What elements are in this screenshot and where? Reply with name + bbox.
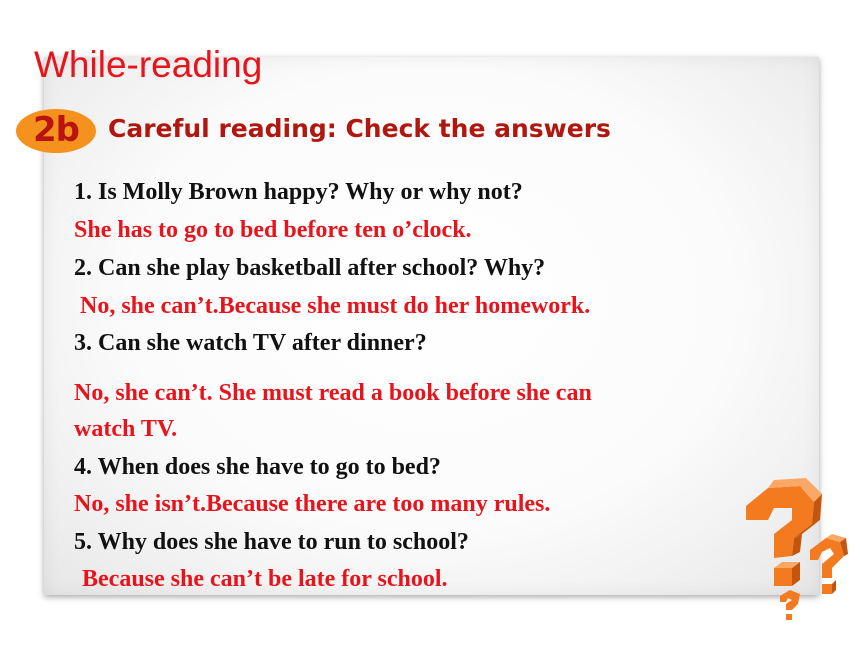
slide-title: While-reading — [34, 44, 263, 85]
section-badge — [16, 109, 96, 153]
answer-1: She has to go to bed before ten o’clock. — [74, 217, 472, 243]
question-4: 4. When does she have to go to bed? — [74, 454, 441, 480]
question-marks-icon — [740, 476, 850, 626]
question-3: 3. Can she watch TV after dinner? — [74, 330, 427, 356]
question-5: 5. Why does she have to run to school? — [74, 529, 469, 555]
answer-5: Because she can’t be late for school. — [82, 566, 448, 592]
section-subtitle: Careful reading: Check the answers — [108, 114, 611, 143]
answer-3-line-2: watch TV. — [74, 416, 178, 442]
answer-2: No, she can’t.Because she must do her homework. — [80, 293, 591, 319]
answer-3-line-1: No, she can’t. She must read a book before she can — [74, 380, 592, 406]
question-2: 2. Can she play basketball after school? Why? — [74, 255, 546, 281]
answer-4: No, she isn’t.Because there are too many rules. — [74, 491, 551, 517]
badge-label: 2b — [33, 110, 79, 150]
question-1: 1. Is Molly Brown happy? Why or why not? — [74, 179, 523, 205]
